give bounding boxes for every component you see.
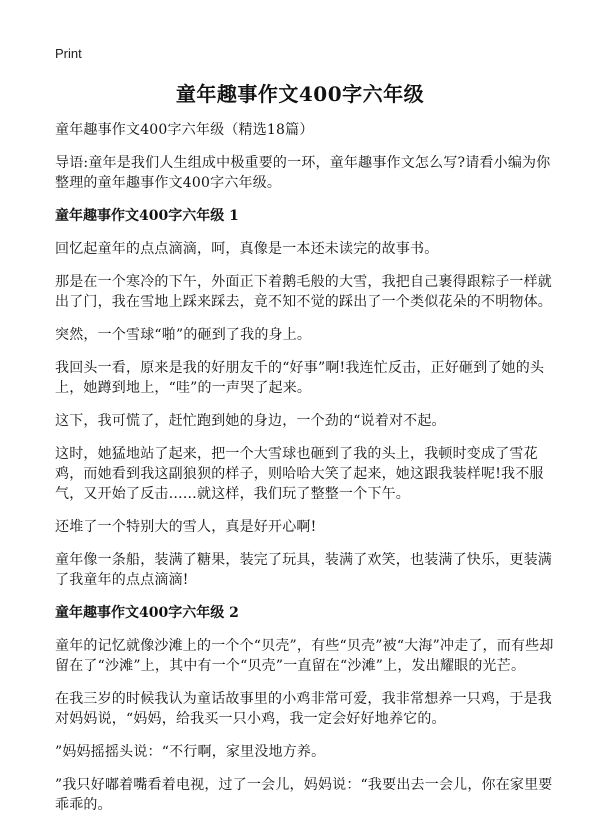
document-title: 童年趣事作文400字六年级	[175, 82, 425, 106]
paragraph: 在我三岁的时候我认为童话故事里的小鸡非常可爱，我非常想养一只鸡，于是我对妈妈说，“妈妈，给我买一只小鸡，我一定会好好地养它的。	[55, 691, 552, 727]
document-subtitle: 童年趣事作文400字六年级（精选18篇）	[55, 122, 314, 138]
paragraph: 童年的记忆就像沙滩上的一个个“贝壳”，有些“贝壳”被“大海”冲走了，而有些却留在了“沙滩”上，其中有一个“贝壳”一直留在“沙滩”上，发出耀眼的光芒。	[55, 638, 554, 674]
section-heading: 童年趣事作文400字六年级 1	[55, 208, 239, 224]
document-body	[55, 120, 555, 828]
paragraph: 突然，一个雪球“啪”的砸到了我的身上。	[55, 327, 312, 343]
paragraph: 回忆起童年的点点滴滴，呵，真像是一本还未读完的故事书。	[55, 241, 439, 257]
paragraph: 还堆了一个特别大的雪人，真是好开心啊!	[55, 519, 317, 535]
paragraph: ”妈妈摇摇头说：“不行啊，家里没地方养。	[55, 744, 326, 760]
paragraph: 这时，她猛地站了起来，把一个大雪球也砸到了我的头上，我顿时变成了雪花鸡，而她看到我这副狼狈的样子，则哈哈大笑了起来，她这跟我装样呢!我不服气，又开始了反击……就这样，我们玩了整整一个下午。	[55, 446, 544, 502]
paragraph: 童年像一条船，装满了糖果，装完了玩具，装满了欢笑，也装满了快乐，更装满了我童年的点点滴滴!	[55, 552, 552, 588]
section-heading: 童年趣事作文400字六年级 2	[55, 605, 239, 621]
paragraph: ”我只好嘟着嘴看着电视，过了一会儿，妈妈说：“我要出去一会儿，你在家里要乖乖的。	[55, 777, 553, 813]
paragraph: 我回头一看，原来是我的好朋友千的“好事”啊!我连忙反击，正好砸到了她的头上，她蹲到地上，“哇”的一声哭了起来。	[55, 360, 545, 396]
intro-paragraph: 导语:童年是我们人生组成中极重要的一环，童年趣事作文怎么写?请看小编为你整理的童年趣事作文400字六年级。	[55, 155, 551, 191]
print-link[interactable]: Print	[55, 46, 82, 61]
paragraph: 这下，我可慌了，赶忙跑到她的身边，一个劲的“说着对不起。	[55, 413, 446, 429]
paragraph: 那是在一个寒冷的下午，外面正下着鹅毛般的大雪，我把自己裹得跟粽子一样就出了门，我在雪地上踩来踩去，竟不知不觉的踩出了一个类似花朵的不明物体。	[55, 274, 552, 310]
